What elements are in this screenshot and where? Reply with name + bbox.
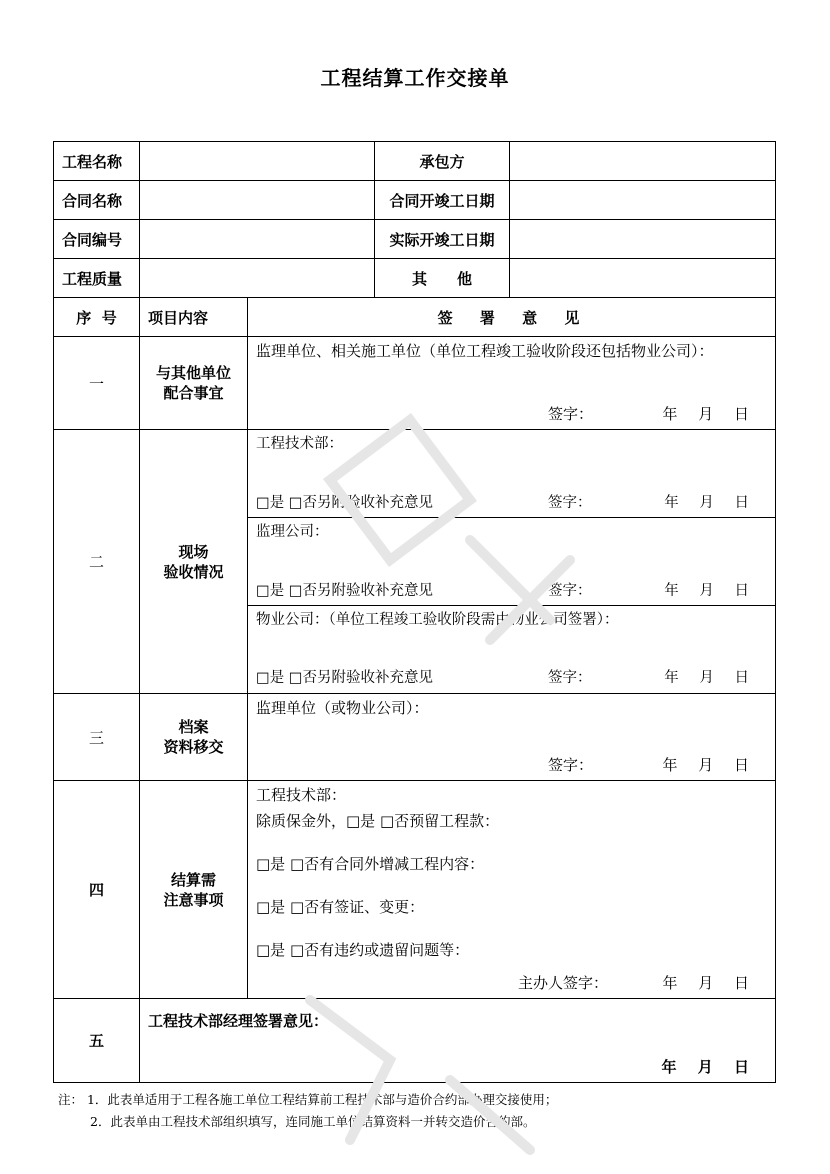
field-contract-no[interactable] [140, 220, 375, 259]
section-2-tech-dept[interactable] [248, 430, 775, 518]
label-quality: 工程质量 [54, 259, 140, 298]
date-label: 年 月 日 [661, 1058, 749, 1076]
option-checkboxes[interactable]: □是 □否另附验收补充意见 [256, 495, 434, 511]
section-4-line-5[interactable]: □是 □否有违约或遗留问题等： [256, 941, 470, 959]
option-checkboxes[interactable]: □是 □否另附验收补充意见 [256, 670, 434, 686]
section-2-item: 现场 验收情况 [140, 430, 248, 694]
sign-label: 签字： [548, 756, 594, 774]
label-contract-name: 合同名称 [54, 181, 140, 220]
page-title: 工程结算工作交接单 [320, 66, 510, 90]
date-label: 年 月 日 [664, 495, 749, 511]
section-3-item: 档案 资料移交 [140, 694, 248, 781]
section-4-item: 结算需 注意事项 [140, 781, 248, 999]
field-quality[interactable] [140, 259, 375, 298]
sign-label: 签字： [548, 670, 592, 686]
section-1-item: 与其他单位 配合事宜 [140, 337, 248, 430]
section-5-opinion[interactable] [140, 999, 776, 1083]
section-3-no: 三 [54, 694, 140, 781]
section-2-property[interactable] [248, 606, 775, 692]
date-label: 年 月 日 [662, 756, 749, 774]
sign-label: 签字： [548, 405, 594, 423]
section-5-no: 五 [54, 999, 140, 1083]
col-header-seq: 序 号 [54, 298, 140, 337]
handler-sign-label: 主办人签字： [518, 974, 609, 992]
section-4-no: 四 [54, 781, 140, 999]
sign-label: 签字： [548, 495, 592, 511]
section-4-opinion[interactable] [248, 781, 776, 999]
section-3-opinion[interactable] [248, 694, 776, 781]
section-4-line-3[interactable]: □是 □否有合同外增减工程内容： [256, 855, 485, 873]
label-contract-no: 合同编号 [54, 220, 140, 259]
note-1: 注： 1．此表单适用于工程各施工单位工程结算前工程技术部与造价合约部办理交接使用； [58, 1092, 558, 1107]
note-2: 2．此表单由工程技术部组织填写，连同施工单位结算资料一并转交造价合约部。 [90, 1114, 536, 1129]
field-actual-dates[interactable] [510, 220, 776, 259]
field-project-name[interactable] [140, 142, 375, 181]
field-other[interactable] [510, 259, 776, 298]
field-contract-name[interactable] [140, 181, 375, 220]
section-4-line-2[interactable]: 除质保金外，□是 □否预留工程款： [256, 812, 500, 830]
label-project-name: 工程名称 [54, 142, 140, 181]
handover-form-table [53, 141, 776, 1083]
sign-label: 签字： [548, 583, 592, 599]
section-5-text: 工程技术部经理签署意见： [148, 1012, 329, 1030]
section-2c-text: 物业公司：（单位工程竣工验收阶段需由物业公司签署）： [256, 612, 619, 628]
section-1-no: 一 [54, 337, 140, 430]
footnotes [58, 1089, 557, 1133]
section-1-opinion[interactable] [248, 337, 776, 430]
field-contractor[interactable] [510, 142, 776, 181]
section-1-text: 监理单位、相关施工单位（单位工程竣工验收阶段还包括物业公司）： [256, 342, 714, 360]
section-2-no: 二 [54, 430, 140, 694]
field-contract-dates[interactable] [510, 181, 776, 220]
date-label: 年 月 日 [664, 670, 749, 686]
label-contractor: 承包方 [375, 142, 510, 181]
date-label: 年 月 日 [662, 405, 749, 423]
section-3-text: 监理单位（或物业公司）： [256, 699, 429, 717]
section-4-line-1: 工程技术部： [256, 786, 347, 804]
option-checkboxes[interactable]: □是 □否另附验收补充意见 [256, 583, 434, 599]
label-actual-dates: 实际开竣工日期 [375, 220, 510, 259]
label-other: 其 他 [375, 259, 510, 298]
section-2-opinion [248, 430, 776, 694]
date-label: 年 月 日 [664, 583, 749, 599]
label-contract-dates: 合同开竣工日期 [375, 181, 510, 220]
col-header-opinion: 签 署 意 见 [248, 298, 776, 337]
section-2-supervisor[interactable] [248, 518, 775, 606]
section-2a-text: 工程技术部： [256, 436, 343, 452]
date-label: 年 月 日 [662, 974, 749, 992]
section-4-line-4[interactable]: □是 □否有签证、变更： [256, 898, 425, 916]
col-header-item: 项目内容 [140, 298, 248, 337]
section-2b-text: 监理公司： [256, 524, 329, 540]
